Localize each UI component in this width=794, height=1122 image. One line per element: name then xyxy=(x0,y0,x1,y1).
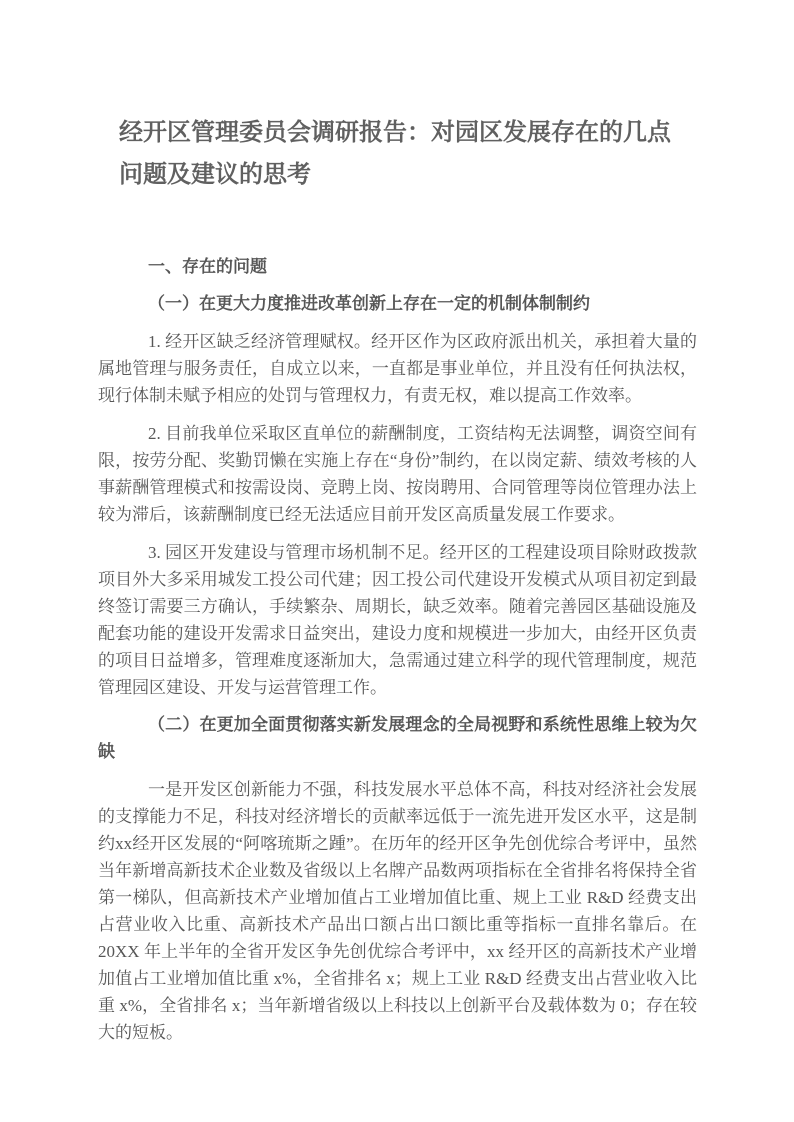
section-heading-problems: 一、存在的问题 xyxy=(148,257,267,276)
document-content xyxy=(98,112,697,1046)
document-title: 经开区管理委员会调研报告：对园区发展存在的几点问题及建议的思考 xyxy=(119,120,671,188)
subsection-heading-1: （一）在更大力度推进改革创新上存在一定的机制体制制约 xyxy=(148,294,590,313)
body-paragraph-4: 一是开发区创新能力不强，科技发展水平总体不高，科技对经济社会发展的支撑能力不足，科技对经济增长的贡献率远低于一流先进开发区水平，这是制约xx经开区发展的“阿喀琉斯之踵”。在历年的经开区争先创优综合考评中，虽然当年新增高新技术企业数及省级以上名牌产品数两项指标在全省排名将保持全省第一梯队，但高新技术产业增加值占工业增加值比重、规上工业 R&D 经费支出占营业收入比重、高新技术产品出口额占出口额比重等指标一直排名靠后。在20XX 年上半年的全省开发区争先创优综合考评中，xx 经开区的高新技术产业增加值占工业增加值比重 x%，全省排名 x；规上工业 R&D 经费支出占营业收入比重 x%，全省排名 x；当年新增省级以上科技以上创新平台及载体数为 0；存在较大的短板。 xyxy=(98,780,697,1042)
body-paragraph-3: 3. 园区开发建设与管理市场机制不足。经开区的工程建设项目除财政拨款项目外大多采用城发工投公司代建；因工投公司代建设开发模式从项目初定到最终签订需要三方确认，手续繁杂、周期长，缺乏效率。随着完善园区基础设施及配套功能的建设开发需求日益突出，建设力度和规模进一步加大，由经开区负责的项目日益增多，管理难度逐渐加大，急需通过建立科学的现代管理制度，规范管理园区建设、开发与运营管理工作。 xyxy=(98,543,697,697)
body-paragraph-2: 2. 目前我单位采取区直单位的薪酬制度，工资结构无法调整，调资空间有限，按劳分配、奖勤罚懒在实施上存在“身份”制约，在以岗定薪、绩效考核的人事薪酬管理模式和按需设岗、竞聘上岗、按岗聘用、合同管理等岗位管理办法上较为滞后，该薪酬制度已经无法适应目前开发区高质量发展工作要求。 xyxy=(98,424,697,524)
subsection-heading-2: （二）在更加全面贯彻落实新发展理念的全局视野和系统性思维上较为欠缺 xyxy=(98,715,697,761)
body-paragraph-1: 1. 经开区缺乏经济管理赋权。经开区作为区政府派出机关，承担着大量的属地管理与服务责任，自成立以来，一直都是事业单位，并且没有任何执法权，现行体制未赋予相应的处罚与管理权力，有责无权，难以提高工作效率。 xyxy=(98,332,697,405)
